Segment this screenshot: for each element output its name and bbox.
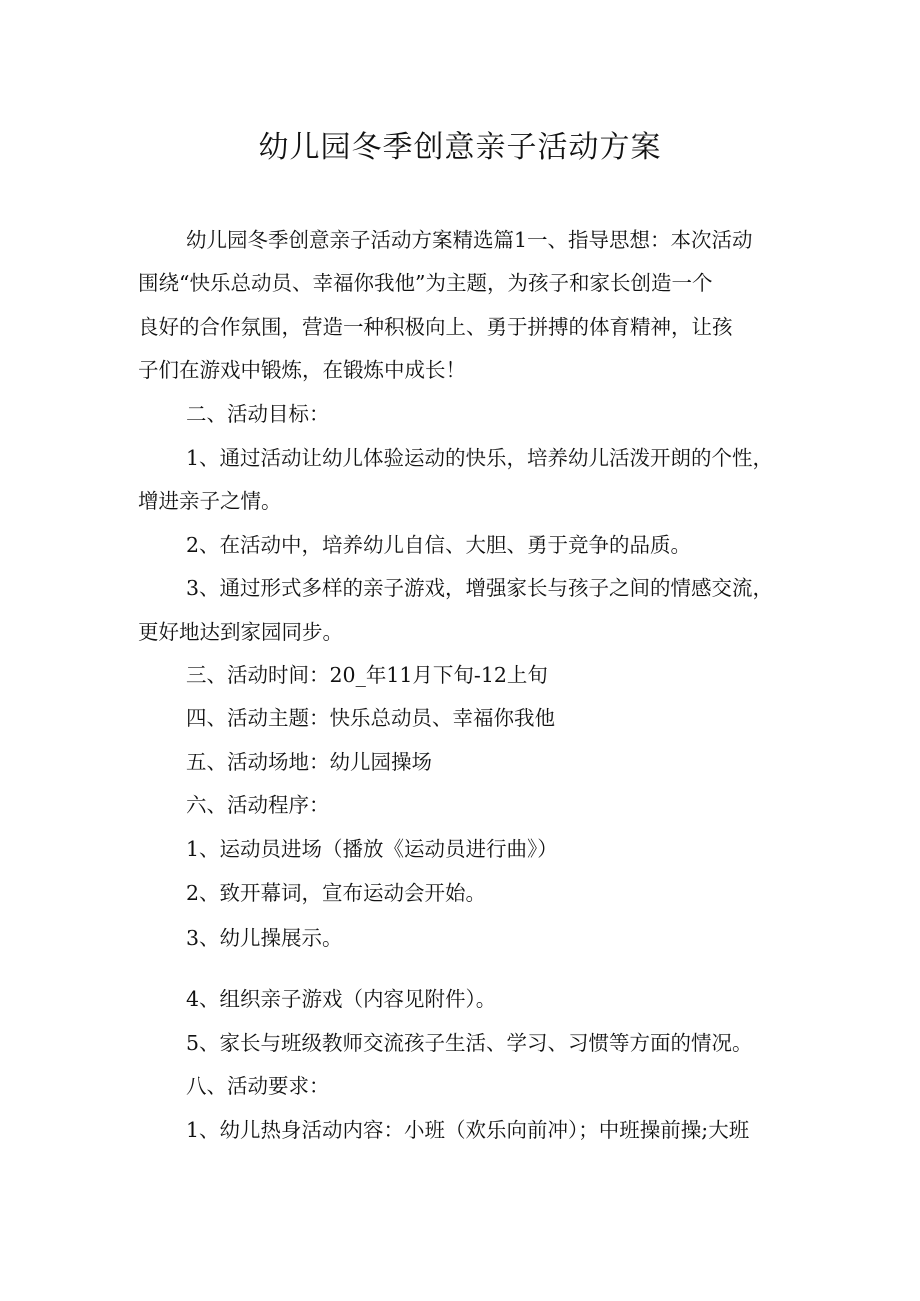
list-item: 1、通过活动让幼儿体验运动的快乐，培养幼儿活泼开朗的个性， — [186, 446, 774, 470]
list-item: 5、家长与班级教师交流孩子生活、学习、习惯等方面的情况。 — [186, 1031, 753, 1055]
list-item: 2、致开幕词，宣布运动会开始。 — [186, 881, 487, 905]
list-item: 2、在活动中，培养幼儿自信、大胆、勇于竞争的品质。 — [186, 533, 692, 557]
paragraph-line: 围绕“快乐总动员、幸福你我他”为主题，为孩子和家长创造一个 — [138, 271, 713, 295]
list-item: 1、运动员进场（播放《运动员进行曲》） — [186, 837, 558, 861]
list-item: 3、通过形式多样的亲子游戏，增强家长与孩子之间的情感交流， — [186, 576, 774, 600]
section-heading: 六、活动程序： — [186, 793, 330, 817]
list-item-continuation: 更好地达到家园同步。 — [138, 620, 343, 644]
section-heading: 二、活动目标： — [186, 402, 330, 426]
paragraph-line: 良好的合作氛围，营造一种积极向上、勇于拼搏的体育精神，让孩 — [138, 315, 733, 339]
section-heading: 三、活动时间：20_年11月下旬-12上旬 — [186, 663, 548, 687]
list-item-continuation: 增进亲子之情。 — [138, 489, 282, 513]
list-item: 3、幼儿操展示。 — [186, 926, 343, 950]
document-title: 幼儿园冬季创意亲子活动方案 — [258, 130, 662, 165]
section-heading: 四、活动主题：快乐总动员、幸福你我他 — [186, 706, 555, 730]
section-heading: 八、活动要求： — [186, 1074, 330, 1098]
section-heading: 五、活动场地：幼儿园操场 — [186, 750, 432, 774]
paragraph-line: 子们在游戏中锻炼，在锻炼中成长！ — [138, 358, 466, 382]
list-item: 4、组织亲子游戏（内容见附件）。 — [186, 987, 497, 1011]
paragraph-line: 幼儿园冬季创意亲子活动方案精选篇1一、指导思想：本次活动 — [186, 228, 753, 252]
list-item: 1、幼儿热身活动内容：小班（欢乐向前冲）；中班操前操;大班 — [186, 1118, 750, 1142]
